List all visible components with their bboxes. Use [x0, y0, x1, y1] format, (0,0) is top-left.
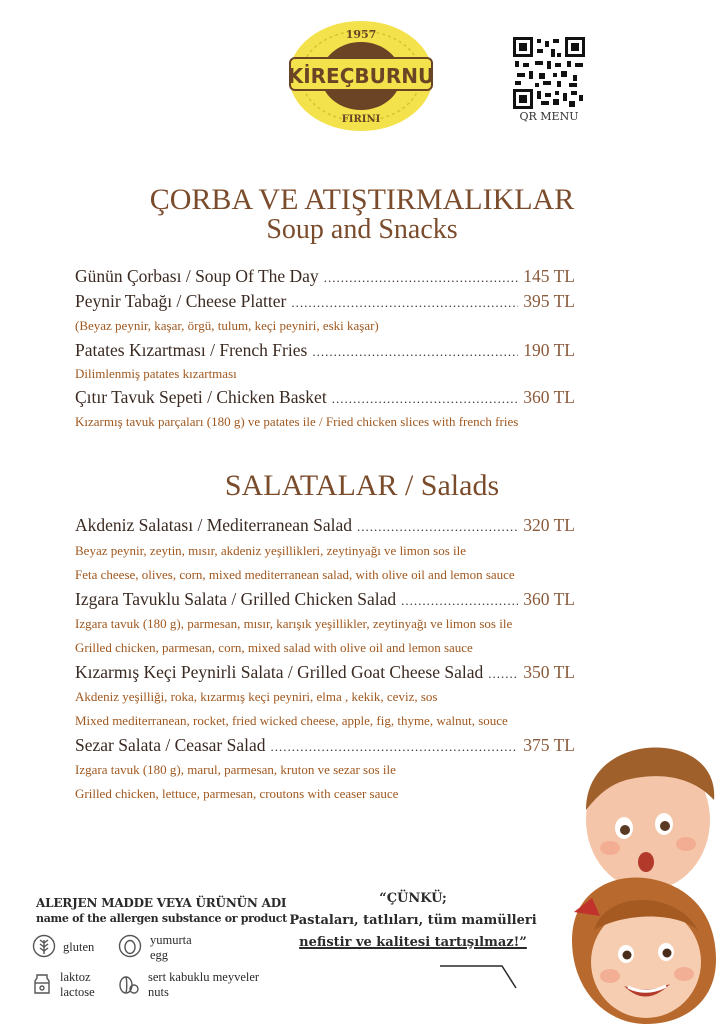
- dot-leader: [291, 295, 518, 311]
- item-price: 360 TL: [523, 589, 575, 609]
- qr-code[interactable]: [513, 37, 585, 109]
- item-description-en: Mixed mediterranean, rocket, fried wicked cheese, apple, fig, thyme, walnut, souce: [75, 713, 508, 728]
- item-name: Izgara Tavuklu Salata / Grilled Chicken Salad: [75, 589, 397, 609]
- egg-icon: [118, 934, 142, 958]
- item-description-tr: Izgara tavuk (180 g), parmesan, mısır, karışık yeşillikler, zeytinyağı ve limon sos ile: [75, 616, 513, 631]
- soups-title-tr: ÇORBA VE ATIŞTIRMALIKLAR: [149, 183, 575, 216]
- qr-label: QR MENU: [519, 110, 579, 123]
- allergen-egg-en: egg: [150, 948, 169, 962]
- menu-item: [75, 291, 575, 312]
- dot-leader: [324, 270, 519, 286]
- allergen-nuts-tr: sert kabuklu meyveler: [148, 970, 260, 984]
- menu-item: [75, 662, 575, 683]
- item-name: Günün Çorbası / Soup Of The Day: [75, 266, 319, 286]
- item-name: Sezar Salata / Ceasar Salad: [75, 735, 266, 755]
- vintage-children-illustration: [566, 740, 724, 1024]
- allergen-lactose-en: lactose: [60, 985, 95, 999]
- item-name: Peynir Tabağı / Cheese Platter: [75, 291, 287, 311]
- menu-item: [75, 340, 575, 361]
- allergen-subtitle: name of the allergen substance or product: [36, 912, 287, 925]
- soups-title-en: Soup and Snacks: [266, 214, 458, 245]
- item-description-tr: Izgara tavuk (180 g), marul, parmesan, kruton ve sezar sos ile: [75, 762, 396, 777]
- salads-title: SALATALAR / Salads: [224, 469, 500, 502]
- item-price: 145 TL: [523, 266, 575, 286]
- milk-icon: [30, 972, 54, 996]
- slogan-quote: [282, 888, 544, 954]
- item-description-en: Grilled chicken, parmesan, corn, mixed salad with olive oil and lemon sauce: [75, 640, 473, 655]
- dot-leader: [270, 739, 518, 755]
- item-price: 320 TL: [523, 515, 575, 535]
- item-price: 190 TL: [523, 340, 575, 360]
- logo-sub: FIRINI: [341, 114, 381, 125]
- item-name: Akdeniz Salatası / Mediterranean Salad: [75, 515, 352, 535]
- item-price: 350 TL: [523, 662, 575, 682]
- item-name: Kızarmış Keçi Peynirli Salata / Grilled Goat Cheese Salad: [75, 662, 484, 682]
- allergen-nuts-en: nuts: [148, 985, 169, 999]
- quote-line-3: nefistir ve kalitesi tartışılmaz!”: [299, 935, 527, 950]
- dot-leader: [488, 666, 518, 682]
- dot-leader: [401, 593, 518, 609]
- item-description: Dilimlenmiş patates kızartması: [75, 366, 237, 381]
- menu-item: [75, 387, 575, 408]
- item-description-tr: Beyaz peynir, zeytin, mısır, akdeniz yeşillikleri, zeytinyağı ve limon sos ile: [75, 543, 467, 558]
- item-description: (Beyaz peynir, kaşar, örgü, tulum, keçi peyniri, eski kaşar): [75, 318, 379, 333]
- item-name: Çıtır Tavuk Sepeti / Chicken Basket: [75, 387, 327, 407]
- nut-icon: [116, 972, 140, 996]
- item-description-tr: Akdeniz yeşilliği, roka, kızarmış keçi peyniri, elma , kekik, ceviz, sos: [75, 689, 438, 704]
- item-name: Patates Kızartması / French Fries: [75, 340, 308, 360]
- quote-line-2: Pastaları, tatlıları, tüm mamülleri: [289, 913, 537, 928]
- logo-year: 1957: [345, 28, 377, 41]
- item-price: 395 TL: [523, 291, 575, 311]
- wheat-icon: [32, 934, 56, 958]
- menu-item: [75, 735, 575, 756]
- logo-name: KİREÇBURNU: [287, 64, 435, 88]
- dot-leader: [332, 391, 519, 407]
- item-price: 360 TL: [523, 387, 575, 407]
- dot-leader: [357, 519, 518, 535]
- menu-item: [75, 515, 575, 536]
- allergen-lactose-tr: laktoz: [60, 970, 91, 984]
- allergen-gluten: gluten: [63, 940, 95, 954]
- allergen-egg-tr: yumurta: [150, 933, 192, 947]
- allergen-title: ALERJEN MADDE VEYA ÜRÜNÜN ADI: [36, 896, 287, 910]
- quote-line-1: “ÇÜNKÜ;: [379, 891, 447, 906]
- item-description: Kızarmış tavuk parçaları (180 g) ve patates ile / Fried chicken slices with french fries: [75, 414, 519, 429]
- quote-pointer: [440, 964, 520, 992]
- item-price: 375 TL: [523, 735, 575, 755]
- item-description-en: Grilled chicken, lettuce, parmesan, croutons with ceaser sauce: [75, 786, 399, 801]
- menu-item: [75, 266, 575, 287]
- item-description-en: Feta cheese, olives, corn, mixed mediterranean salad, with olive oil and lemon sauce: [75, 567, 515, 582]
- kirecburnu-logo: [286, 20, 436, 132]
- dot-leader: [312, 344, 518, 360]
- menu-item: [75, 589, 575, 610]
